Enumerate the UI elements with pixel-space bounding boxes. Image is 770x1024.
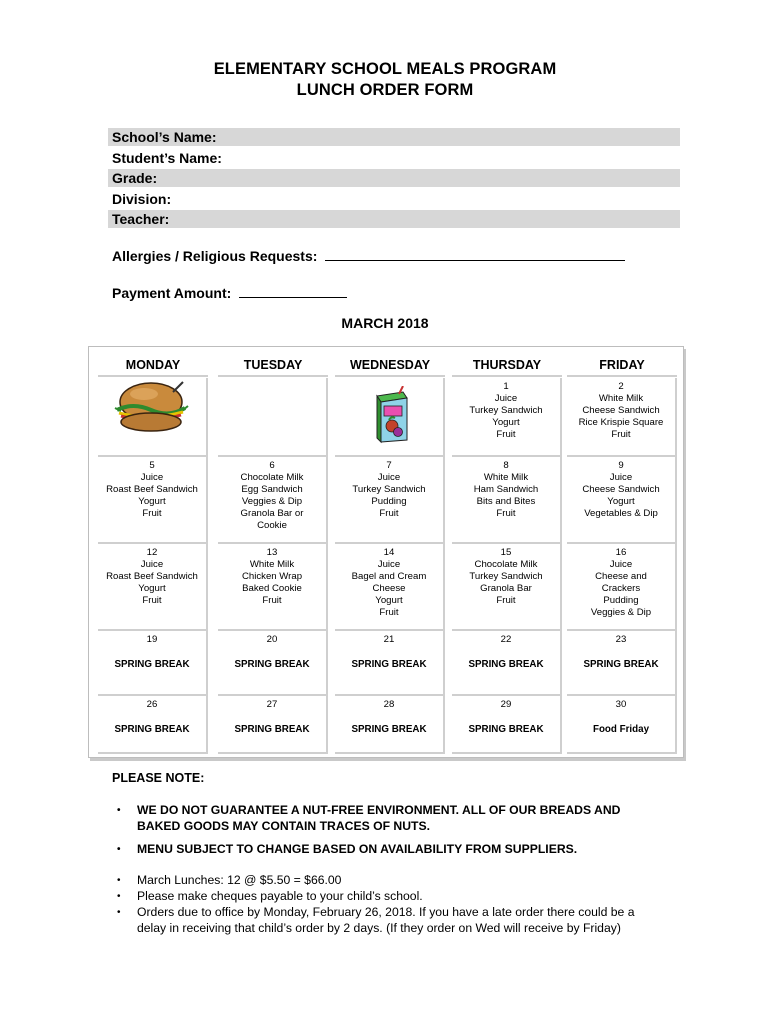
- day-number: 13: [266, 547, 278, 558]
- event-label: SPRING BREAK: [234, 723, 310, 735]
- calendar-cell: [452, 457, 562, 544]
- event-label: SPRING BREAK: [351, 723, 427, 735]
- month-title: MARCH 2018: [341, 315, 429, 331]
- menu-item: Vegetables & Dip: [584, 507, 658, 519]
- menu-item: Yogurt: [607, 495, 635, 507]
- calendar-cell: [567, 378, 677, 457]
- menu-item: Granola Bar or: [240, 507, 304, 519]
- division-field[interactable]: Division:: [112, 190, 172, 207]
- menu-item: Egg Sandwich: [241, 483, 303, 495]
- menu-item: Juice: [140, 558, 164, 570]
- day-header-friday: FRIDAY: [567, 355, 677, 377]
- calendar-cell: [452, 544, 562, 631]
- bullet-glyph: •: [117, 891, 121, 902]
- menu-item: Roast Beef Sandwich: [106, 570, 198, 582]
- event-label: SPRING BREAK: [351, 658, 427, 670]
- day-number: 28: [383, 699, 395, 710]
- menu-item: White Milk: [483, 471, 529, 483]
- allergies-blank-line[interactable]: [325, 247, 625, 261]
- day-number: 27: [266, 699, 278, 710]
- form-subtitle: LUNCH ORDER FORM: [296, 81, 474, 99]
- notes-title: PLEASE NOTE:: [112, 771, 205, 785]
- menu-item: Fruit: [142, 594, 162, 606]
- note-line: WE DO NOT GUARANTEE A NUT-FREE ENVIRONMENT. ALL OF OUR BREADS AND: [137, 803, 621, 817]
- day-number: 23: [615, 634, 627, 645]
- menu-item: Fruit: [379, 507, 399, 519]
- note-item-3: [117, 905, 635, 936]
- menu-item: Fruit: [496, 428, 516, 440]
- day-number: 6: [269, 460, 275, 471]
- menu-item: Cheese: [372, 582, 406, 594]
- menu-item: Cookie: [257, 519, 287, 531]
- menu-item: Rice Krispie Square: [578, 416, 664, 428]
- day-number: 22: [500, 634, 512, 645]
- menu-item: Pudding: [371, 495, 407, 507]
- menu-item: Fruit: [379, 606, 399, 618]
- menu-item: Baked Cookie: [242, 582, 302, 594]
- day-number: 12: [146, 547, 158, 558]
- menu-item: Veggies & Dip: [590, 606, 652, 618]
- menu-item: Pudding: [603, 594, 639, 606]
- day-number: 2: [618, 381, 624, 392]
- menu-item: Turkey Sandwich: [469, 570, 543, 582]
- day-number: 9: [618, 460, 624, 471]
- calendar-cell: [335, 544, 445, 631]
- bullet-glyph: •: [117, 875, 121, 886]
- menu-item: Fruit: [611, 428, 631, 440]
- teacher-field[interactable]: Teacher:: [108, 210, 680, 228]
- allergies-label: Allergies / Religious Requests:: [112, 248, 318, 264]
- day-header-monday: MONDAY: [98, 355, 208, 377]
- calendar-cell: [98, 631, 208, 696]
- sandwich-icon: [113, 380, 189, 436]
- day-header-tuesday: TUESDAY: [218, 355, 328, 377]
- menu-item: Cheese and: [595, 570, 647, 582]
- menu-item: Yogurt: [375, 594, 403, 606]
- event-label: SPRING BREAK: [234, 658, 310, 670]
- school-name-field[interactable]: School’s Name:: [108, 128, 680, 146]
- menu-item: Yogurt: [492, 416, 520, 428]
- payment-label: Payment Amount:: [112, 285, 232, 301]
- bullet-glyph: •: [117, 844, 121, 855]
- calendar-cell: [98, 457, 208, 544]
- calendar-cell: [218, 631, 328, 696]
- menu-item: Juice: [609, 558, 633, 570]
- menu-item: Roast Beef Sandwich: [106, 483, 198, 495]
- day-number: 16: [615, 547, 627, 558]
- menu-item: Turkey Sandwich: [469, 404, 543, 416]
- event-label: SPRING BREAK: [114, 723, 190, 735]
- event-label: SPRING BREAK: [468, 723, 544, 735]
- event-label: SPRING BREAK: [583, 658, 659, 670]
- payment-field[interactable]: [112, 284, 347, 301]
- menu-item: Juice: [377, 558, 401, 570]
- menu-item: Juice: [377, 471, 401, 483]
- event-label: SPRING BREAK: [468, 658, 544, 670]
- menu-item: Chocolate Milk: [240, 471, 304, 483]
- event-label: Food Friday: [592, 723, 650, 735]
- note-bold-2: [117, 842, 577, 858]
- calendar-cell: [567, 696, 677, 754]
- menu-item: Cheese Sandwich: [582, 404, 660, 416]
- menu-item: Chicken Wrap: [241, 570, 303, 582]
- note-line: Please make cheques payable to your child’s school.: [137, 889, 423, 903]
- day-number: 15: [500, 547, 512, 558]
- calendar-cell: [452, 631, 562, 696]
- calendar-cell: [218, 544, 328, 631]
- juice-box-icon: [373, 386, 411, 446]
- menu-item: Bagel and Cream: [351, 570, 427, 582]
- calendar-cell: [335, 457, 445, 544]
- note-bold-1: [117, 803, 620, 834]
- menu-item: Veggies & Dip: [241, 495, 303, 507]
- day-header-wednesday: WEDNESDAY: [335, 355, 445, 377]
- note-line: BAKED GOODS MAY CONTAIN TRACES OF NUTS.: [137, 818, 430, 833]
- menu-item: White Milk: [598, 392, 644, 404]
- day-number: 29: [500, 699, 512, 710]
- menu-item: Juice: [494, 392, 518, 404]
- calendar-cell: [98, 696, 208, 754]
- calendar-cell: [567, 544, 677, 631]
- menu-item: Fruit: [496, 594, 516, 606]
- day-number: 14: [383, 547, 395, 558]
- student-name-field[interactable]: Student’s Name:: [112, 149, 222, 166]
- day-number: 20: [266, 634, 278, 645]
- calendar-cell: [218, 696, 328, 754]
- menu-item: Fruit: [496, 507, 516, 519]
- day-number: 30: [615, 699, 627, 710]
- day-number: 5: [149, 460, 155, 471]
- event-label: SPRING BREAK: [114, 658, 190, 670]
- menu-item: Crackers: [601, 582, 641, 594]
- calendar-cell: [567, 631, 677, 696]
- menu-item: Turkey Sandwich: [352, 483, 426, 495]
- calendar-cell: [567, 457, 677, 544]
- day-number: 26: [146, 699, 158, 710]
- student-info-block: [108, 128, 680, 231]
- menu-item: Granola Bar: [480, 582, 532, 594]
- calendar-cell: [335, 696, 445, 754]
- menu-item: Bits and Bites: [476, 495, 536, 507]
- calendar-cell: [452, 378, 562, 457]
- calendar-cell: [335, 631, 445, 696]
- day-number: 8: [503, 460, 509, 471]
- menu-item: Ham Sandwich: [473, 483, 539, 495]
- menu-item: Fruit: [262, 594, 282, 606]
- day-number: 1: [503, 381, 509, 392]
- form-title: ELEMENTARY SCHOOL MEALS PROGRAM: [213, 60, 557, 78]
- note-line: delay in receiving that child’s order by 2 days. (If they order on Wed will receive by Friday): [137, 920, 621, 935]
- menu-item: Chocolate Milk: [474, 558, 538, 570]
- grade-field[interactable]: Grade:: [108, 169, 680, 187]
- note-line: Orders due to office by Monday, February 26, 2018. If you have a late order there could be a: [137, 905, 635, 919]
- day-header-thursday: THURSDAY: [452, 355, 562, 377]
- calendar-cell: [218, 378, 328, 457]
- note-line: MENU SUBJECT TO CHANGE BASED ON AVAILABILITY FROM SUPPLIERS.: [137, 842, 578, 856]
- note-line: March Lunches: 12 @ $5.50 = $66.00: [137, 873, 342, 887]
- menu-item: Juice: [140, 471, 164, 483]
- menu-item: Yogurt: [138, 582, 166, 594]
- calendar-cell: [98, 544, 208, 631]
- day-number: 7: [386, 460, 392, 471]
- note-item-1: [117, 873, 341, 889]
- allergies-field[interactable]: [112, 247, 625, 264]
- note-item-2: [117, 889, 423, 905]
- menu-item: Juice: [609, 471, 633, 483]
- menu-item: Cheese Sandwich: [582, 483, 660, 495]
- menu-item: Fruit: [142, 507, 162, 519]
- bullet-glyph: •: [117, 907, 121, 918]
- bullet-glyph: •: [117, 805, 121, 816]
- calendar-cell: [452, 696, 562, 754]
- day-number: 19: [146, 634, 158, 645]
- menu-item: White Milk: [249, 558, 295, 570]
- day-number: 21: [383, 634, 395, 645]
- payment-blank-line[interactable]: [239, 284, 347, 298]
- menu-item: Yogurt: [138, 495, 166, 507]
- calendar-cell: [218, 457, 328, 544]
